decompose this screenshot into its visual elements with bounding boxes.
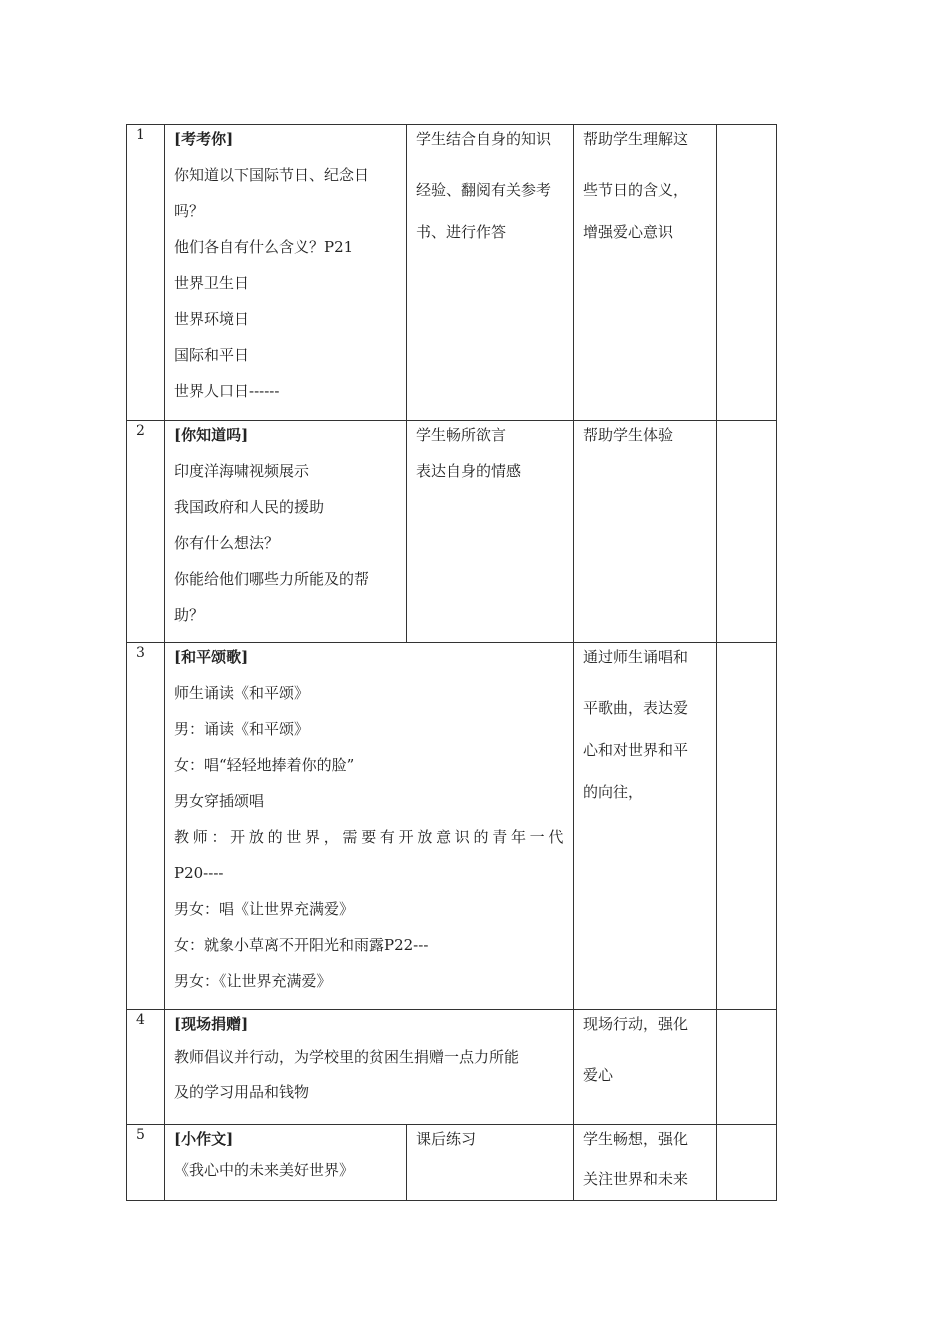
activity-cell: [你知道吗] 印度洋海啸视频展示 我国政府和人民的援助 你有什么想法？ 你能给他们哪些力所能及的帮 助？: [165, 421, 407, 643]
notes-cell: [717, 1125, 777, 1201]
design-intent-cell: 学生畅想，强化 关注世界和未来: [574, 1125, 717, 1201]
section-title: [考考你]: [174, 130, 234, 148]
student-activity-cell: 学生畅所欲言 表达自身的情感: [407, 421, 574, 643]
activity-cell: [和平颂歌] 师生诵读《和平颂》 男：诵读《和平颂》 女：唱“轻轻地捧着你的脸” 男女穿插颂唱 教师：开放的世界，需要有开放意识的青年一代 P20---- 男女：唱《让世界充满爱》 女：就象小草离不开阳光和雨露P22--- 男女：《让世界充满爱》: [165, 643, 574, 1010]
table-row: [127, 421, 777, 643]
table-row: [127, 1125, 777, 1201]
row-number: 5: [127, 1125, 165, 1201]
table-row: [127, 1010, 777, 1125]
section-title: [你知道吗]: [174, 426, 249, 444]
activity-cell: [现场捐赠] 教师倡议并行动，为学校里的贫困生捐赠一点力所能 及的学习用品和钱物: [165, 1010, 574, 1125]
student-activity-cell: 学生结合自身的知识 经验、翻阅有关参考 书、进行作答: [407, 125, 574, 421]
notes-cell: [717, 125, 777, 421]
design-intent-cell: 帮助学生理解这 些节日的含义， 增强爱心意识: [574, 125, 717, 421]
student-activity-cell: 课后练习: [407, 1125, 574, 1201]
row-number: 3: [127, 643, 165, 1010]
section-title: [现场捐赠]: [174, 1015, 249, 1033]
notes-cell: [717, 643, 777, 1010]
section-title: [小作文]: [174, 1130, 234, 1148]
notes-cell: [717, 1010, 777, 1125]
activity-cell: [考考你] 你知道以下国际节日、纪念日 吗？ 他们各自有什么含义？P21 世界卫生日 世界环境日 国际和平日 世界人口日------: [165, 125, 407, 421]
activity-cell: [小作文] 《我心中的未来美好世界》: [165, 1125, 407, 1201]
design-intent-cell: 通过师生诵唱和 平歌曲，表达爱 心和对世界和平 的向往，: [574, 643, 717, 1010]
table-row: [127, 125, 777, 421]
notes-cell: [717, 421, 777, 643]
row-number: 4: [127, 1010, 165, 1125]
design-intent-cell: 帮助学生体验: [574, 421, 717, 643]
row-number: 2: [127, 421, 165, 643]
design-intent-cell: 现场行动，强化 爱心: [574, 1010, 717, 1125]
row-number: 1: [127, 125, 165, 421]
section-title: [和平颂歌]: [174, 648, 249, 666]
lesson-plan-table: [126, 124, 777, 1201]
table-row: [127, 643, 777, 1010]
